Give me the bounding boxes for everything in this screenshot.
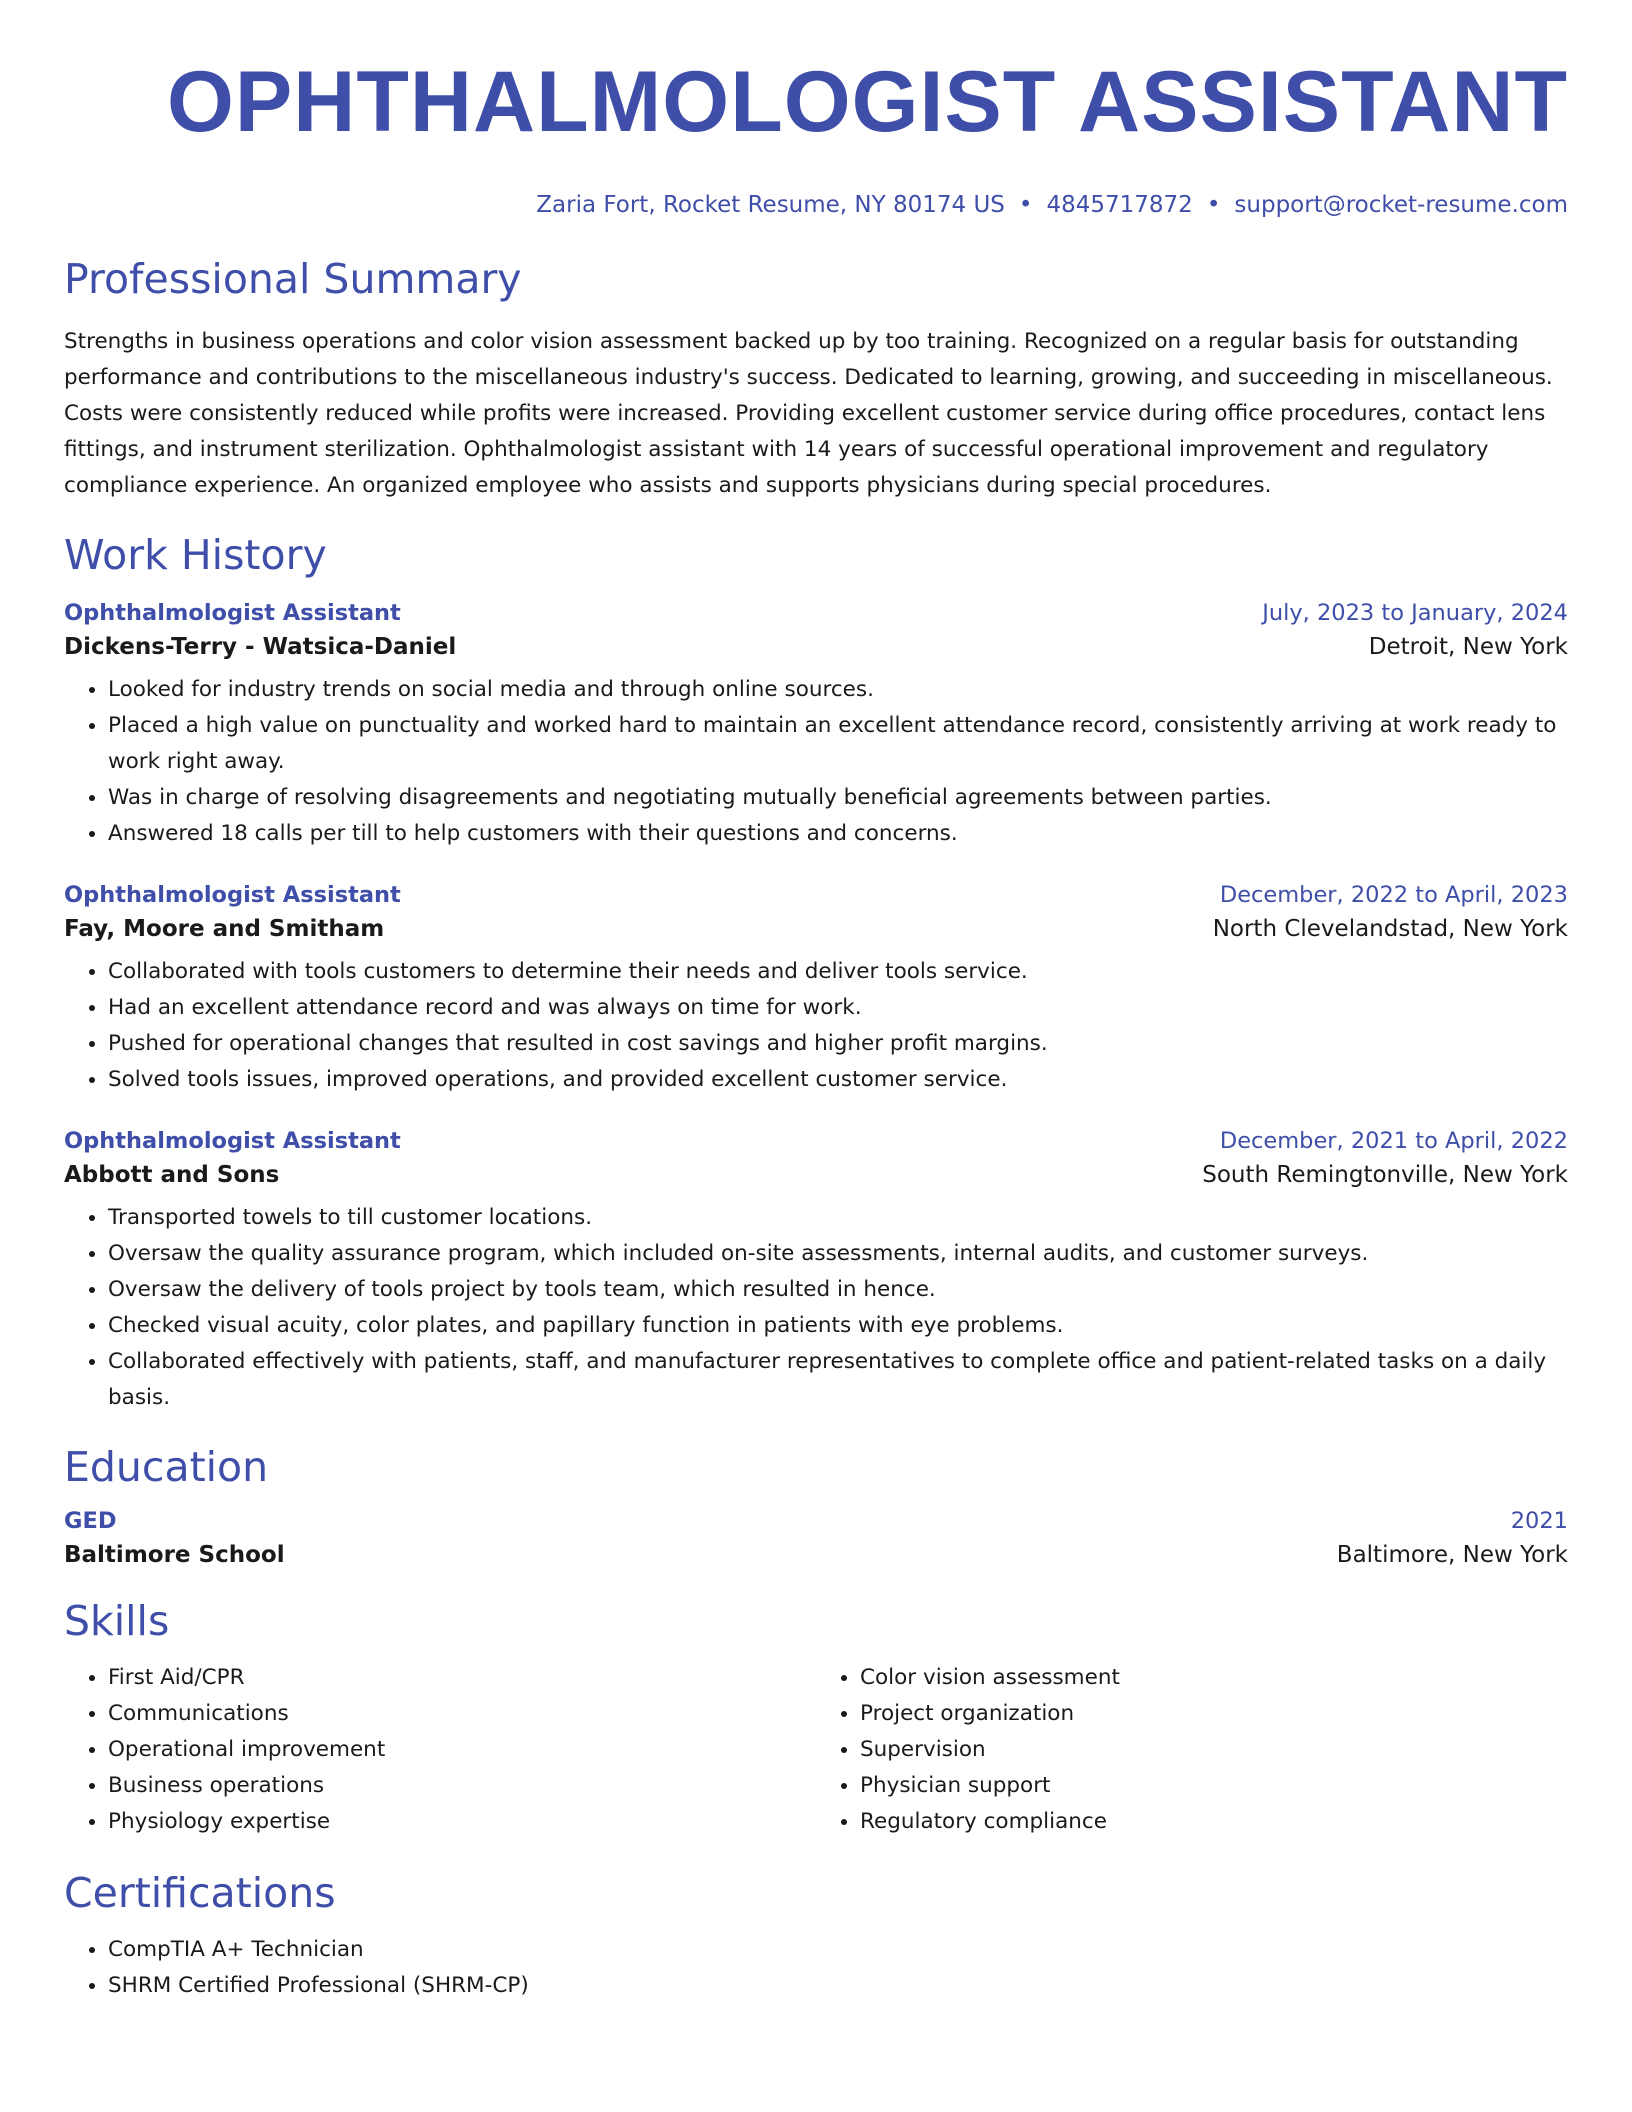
education-title: Education <box>64 1443 269 1491</box>
contact-phone: 4845717872 <box>1046 192 1193 218</box>
summary-section <box>64 252 1568 504</box>
skill-item: • Physiology expertise <box>108 1804 816 1840</box>
job-company: Dickens-Terry - Watsica-Daniel <box>64 634 457 660</box>
skills-section <box>64 1594 1568 1840</box>
summary-title: Professional Summary <box>64 255 522 303</box>
contact-email: support@rocket-resume.com <box>1234 192 1568 218</box>
education-year: 2021 <box>1510 1508 1568 1534</box>
job-bullets <box>64 672 1568 852</box>
job-bullet: • Answered 18 calls per till to help customers with their questions and concerns. <box>108 816 1568 852</box>
job-bullet: • Collaborated with tools customers to determine their needs and deliver tools service. <box>108 954 1568 990</box>
job-title: Ophthalmologist Assistant <box>64 882 401 908</box>
job-dates: July, 2023 to January, 2024 <box>1262 600 1568 626</box>
skill-item: • Communications <box>108 1696 816 1732</box>
education-location: Baltimore, New York <box>1336 1542 1568 1568</box>
job-dates: December, 2022 to April, 2023 <box>1219 882 1568 908</box>
education-section <box>64 1440 1568 1568</box>
job-bullet: • Oversaw the delivery of tools project by tools team, which resulted in hence. <box>108 1272 1568 1308</box>
job-location: South Remingtonville, New York <box>1202 1162 1568 1188</box>
job-bullet: • Pushed for operational changes that resulted in cost savings and higher profit margins. <box>108 1026 1568 1062</box>
job-bullet: • Placed a high value on punctuality and worked hard to maintain an excellent attendance record, consistently arriving at work ready to work right away. <box>108 708 1568 780</box>
job-dates: December, 2021 to April, 2022 <box>1219 1128 1568 1154</box>
job-entry <box>64 1128 1568 1416</box>
job-company: Fay, Moore and Smitham <box>64 916 385 942</box>
job-bullet: • Oversaw the quality assurance program, which included on-site assessments, internal audits, and customer surveys. <box>108 1236 1568 1272</box>
certification-item: • SHRM Certified Professional (SHRM-CP) <box>108 1968 1568 2004</box>
job-bullet: • Checked visual acuity, color plates, and papillary function in patients with eye problems. <box>108 1308 1568 1344</box>
job-bullets <box>64 954 1568 1098</box>
job-entry <box>64 882 1568 1098</box>
job-location: North Clevelandstad, New York <box>1212 916 1568 942</box>
certifications-section <box>64 1866 1568 2004</box>
job-location: Detroit, New York <box>1368 634 1568 660</box>
skill-item: • Project organization <box>860 1696 1568 1732</box>
skill-item: • First Aid/CPR <box>108 1660 816 1696</box>
skill-item: • Business operations <box>108 1768 816 1804</box>
certifications-title: Certifications <box>64 1869 336 1917</box>
contact-address: Zaria Fort, Rocket Resume, NY 80174 US <box>536 192 1005 218</box>
job-bullet: • Was in charge of resolving disagreements and negotiating mutually beneficial agreements between parties. <box>108 780 1568 816</box>
contact-line <box>64 192 1568 218</box>
certifications-list <box>64 1932 1568 2004</box>
education-degree: GED <box>64 1508 117 1534</box>
skills-list-right <box>816 1660 1568 1840</box>
job-bullet: • Transported towels to till customer locations. <box>108 1200 1568 1236</box>
job-bullet: • Collaborated effectively with patients, staff, and manufacturer representatives to complete office and patient-related tasks on a daily basis. <box>108 1344 1568 1416</box>
work-title: Work History <box>64 531 327 579</box>
job-bullet: • Had an excellent attendance record and was always on time for work. <box>108 990 1568 1026</box>
skills-title: Skills <box>64 1597 170 1645</box>
work-section <box>64 528 1568 1416</box>
contact-separator: • <box>1206 192 1221 218</box>
resume-name: OPHTHALMOLOGIST ASSISTANT <box>167 54 1568 150</box>
summary-text: Strengths in business operations and color vision assessment backed up by too training. Recognized on a regular basis for outstanding performance and contributions to the miscellaneous industry's success. Dedicated to learning, growing, and succeeding in miscellaneous. Costs were consistently reduced while profits were increased. Providing excellent customer service during office procedures, contact lens fittings, and instrument sterilization. Ophthalmologist assistant with 14 years of successful operational improvement and regulatory compliance experience. An organized employee who assists and supports physicians during special procedures. <box>64 329 1553 498</box>
skill-item: • Operational improvement <box>108 1732 816 1768</box>
skill-item: • Regulatory compliance <box>860 1804 1568 1840</box>
job-bullets <box>64 1200 1568 1416</box>
skills-list-left <box>64 1660 816 1840</box>
contact-separator: • <box>1018 192 1033 218</box>
certification-item: • CompTIA A+ Technician <box>108 1932 1568 1968</box>
resume-header <box>64 0 1568 218</box>
skills-columns <box>64 1648 1568 1840</box>
skill-item: • Color vision assessment <box>860 1660 1568 1696</box>
job-company: Abbott and Sons <box>64 1162 280 1188</box>
job-bullet: • Looked for industry trends on social media and through online sources. <box>108 672 1568 708</box>
skill-item: • Physician support <box>860 1768 1568 1804</box>
job-bullet: • Solved tools issues, improved operations, and provided excellent customer service. <box>108 1062 1568 1098</box>
job-title: Ophthalmologist Assistant <box>64 600 401 626</box>
job-title: Ophthalmologist Assistant <box>64 1128 401 1154</box>
education-school: Baltimore School <box>64 1542 285 1568</box>
skill-item: • Supervision <box>860 1732 1568 1768</box>
job-entry <box>64 600 1568 852</box>
